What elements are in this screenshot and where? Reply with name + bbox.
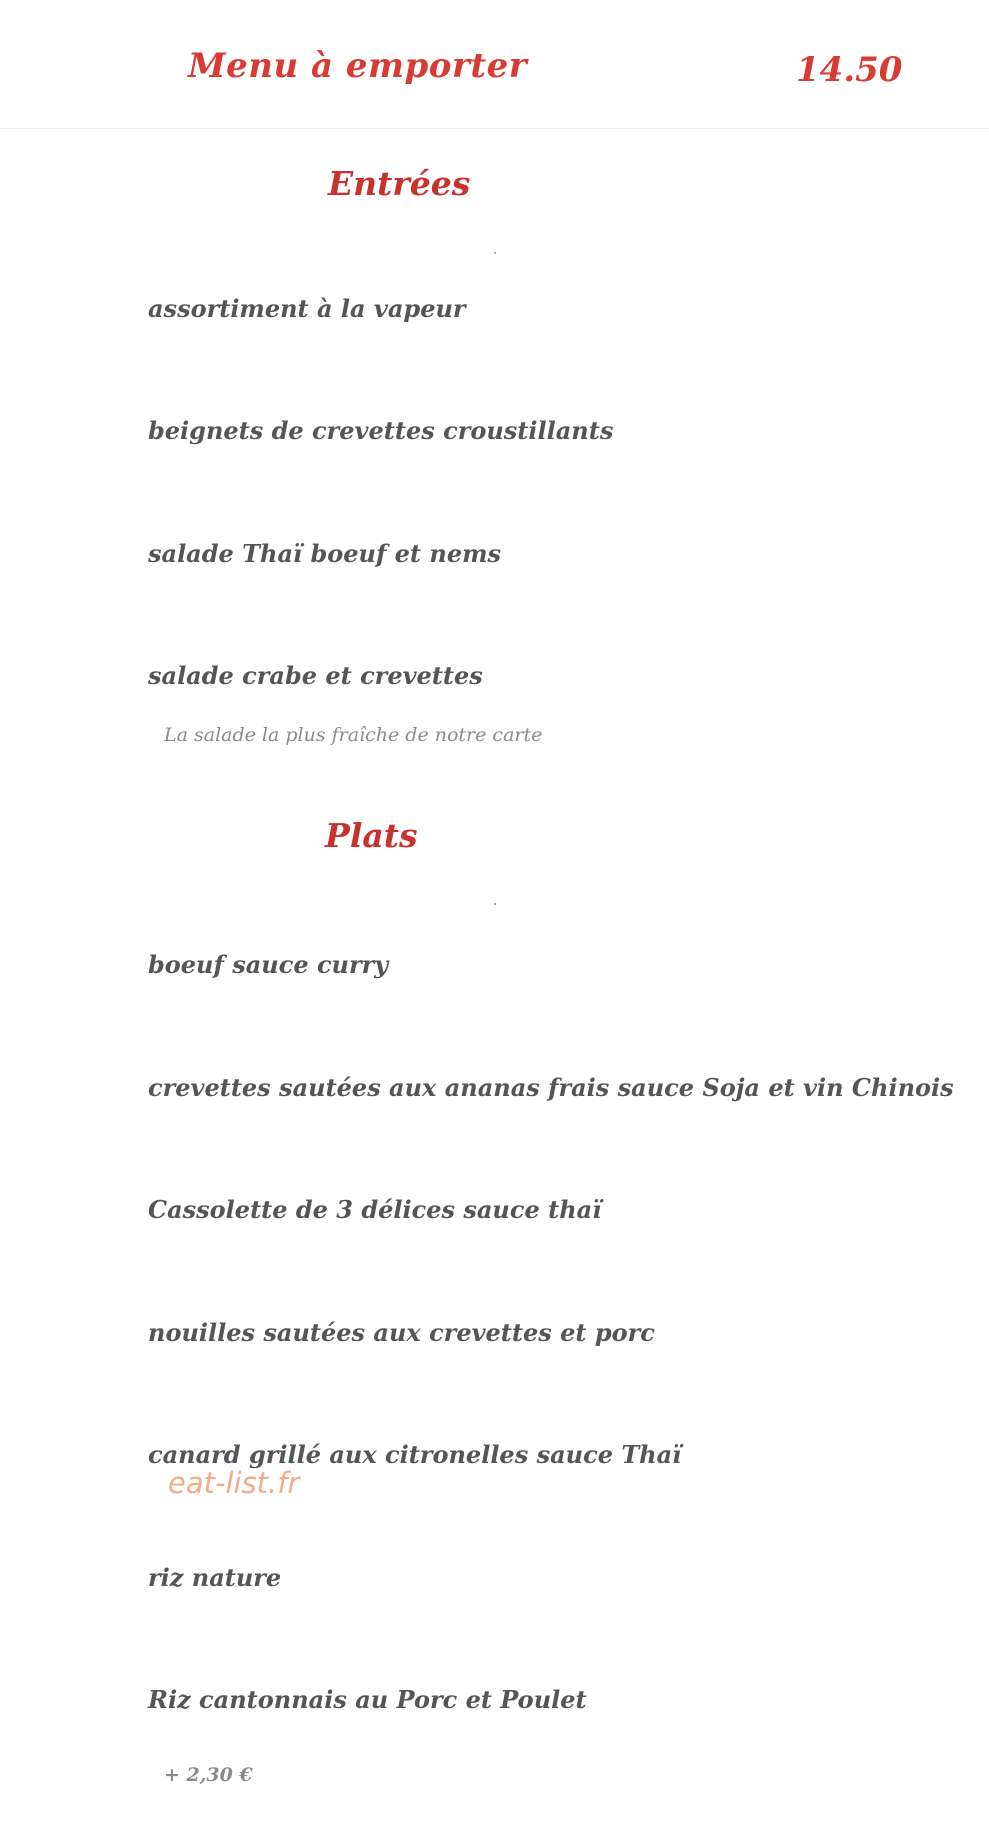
menu-item-description: La salade la plus fraîche de notre carte [164,724,543,746]
watermark: eat-list.fr [168,1466,300,1500]
menu-item: crevettes sautées aux ananas frais sauce Soja et vin Chinois [148,1073,954,1102]
section-title-plats: Plats [325,816,418,855]
menu-item: Riz cantonnais au Porc et Poulet [148,1685,587,1714]
menu-item: salade Thaï boeuf et nems [148,539,501,568]
menu-item: boeuf sauce curry [148,950,389,979]
menu-item: salade crabe et crevettes [148,661,483,690]
menu-item: nouilles sautées aux crevettes et porc [148,1318,655,1347]
menu-item-extra-price: + 2,30 € [164,1764,253,1786]
menu-header [0,0,989,129]
menu-item: Cassolette de 3 délices sauce thaï [148,1195,602,1224]
menu-price: 14.50 [796,50,903,90]
menu-title: Menu à emporter [188,46,528,86]
section-title-entrees: Entrées [328,164,471,203]
section-separator-dot [494,903,496,905]
menu-item: canard grillé aux citronelles sauce Thaï [148,1440,682,1469]
section-separator-dot [494,252,496,254]
menu-item: beignets de crevettes croustillants [148,416,614,445]
menu-item: riz nature [148,1563,282,1592]
menu-item: assortiment à la vapeur [148,294,466,323]
